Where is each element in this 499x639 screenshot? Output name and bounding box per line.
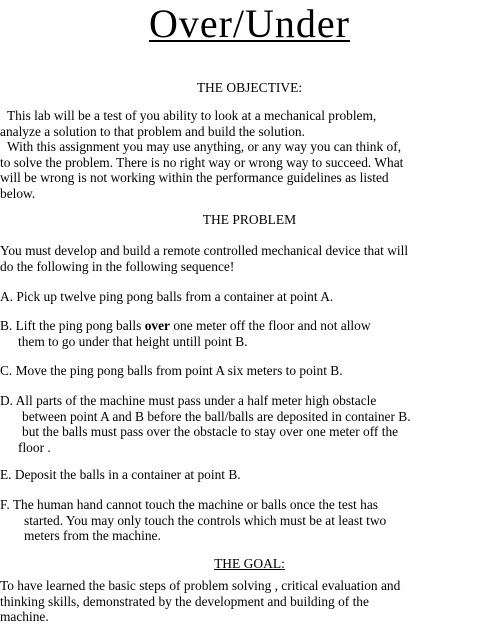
objective-heading: THE OBJECTIVE: bbox=[196, 80, 303, 95]
problem-intro-line: do the following in the following sequence! bbox=[0, 258, 235, 274]
document-title bbox=[0, 2, 499, 46]
problem-intro-line: You must develop and build a remote controlled mechanical device that will bbox=[0, 243, 409, 258]
problem-item-b: B. Lift the ping pong balls over one meter off the floor and not allow them to go under that height untill point B. bbox=[0, 318, 371, 349]
goal-line: thinking skills, demonstrated by the development and building of the bbox=[0, 593, 369, 609]
objective-line: will be wrong is not working within the performance guidelines as listed bbox=[0, 170, 389, 185]
goal-line: To have learned the basic steps of problem solving , critical evaluation and bbox=[0, 578, 401, 593]
problem-heading: THE PROBLEM bbox=[202, 212, 297, 227]
problem-item-a: A. Pick up twelve ping pong balls from a container at point A. bbox=[0, 289, 334, 304]
objective-line: With this assignment you may use anything, or any way you can think of, bbox=[7, 139, 402, 154]
objective-line: This lab will be a test of you ability to look at a mechanical problem, bbox=[7, 108, 377, 123]
problem-item-c: C. Move the ping pong balls from point A six meters to point B. bbox=[0, 363, 343, 378]
problem-item-f: F. The human hand cannot touch the machine or balls once the test has started. You may only touch the controls which must be at least two meters from the machine. bbox=[0, 497, 387, 543]
objective-line: analyze a solution to that problem and build the solution. bbox=[0, 123, 305, 139]
document-title-text: Over/Under bbox=[148, 1, 351, 46]
problem-item-d: D. All parts of the machine must pass under a half meter high obstacle between point A and B before the ball/balls are deposited in container B. but the balls must pass over the obstacle to stay over one meter off the floor . bbox=[0, 393, 411, 455]
objective-line: below. bbox=[0, 185, 36, 201]
objective-line: to solve the problem. There is no right way or wrong way to succeed. What bbox=[0, 154, 404, 170]
goal-line: machine. bbox=[0, 609, 49, 624]
objective-paragraph bbox=[0, 108, 496, 201]
problem-item-e: E. Deposit the balls in a container at point B. bbox=[0, 467, 241, 482]
goal-paragraph bbox=[0, 578, 496, 625]
emphasis-over: over bbox=[144, 318, 170, 333]
goal-heading: THE GOAL: bbox=[214, 556, 285, 571]
problem-intro bbox=[0, 243, 496, 274]
